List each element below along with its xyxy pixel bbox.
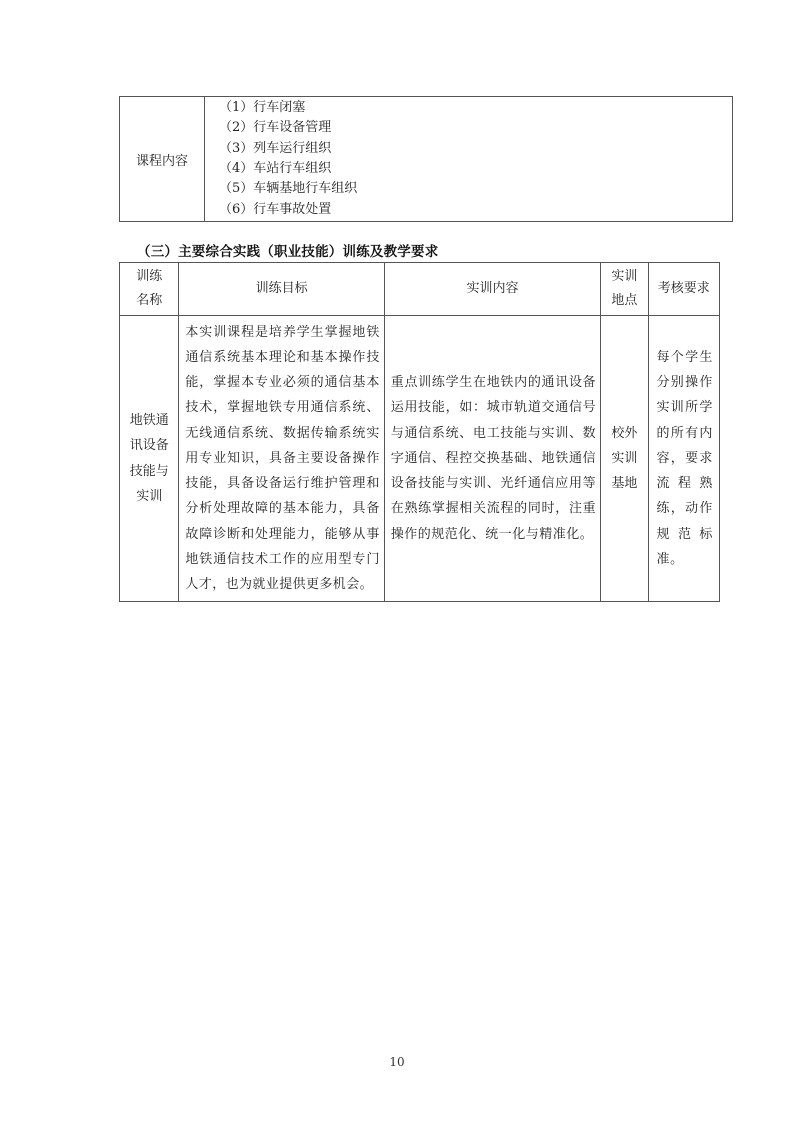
header-training-location: 实训 地点 — [601, 263, 648, 316]
training-goal-cell: 本实训课程是培养学生掌握地铁通信系统基本理论和基本操作技能，掌握本专业必须的通信基本技术，掌握地铁专用通信系统、无线通信系统、数据传输系统实用专业知识，具备主要设备操作技能，具备设备运行维护管理和分析处理故障的基本能力，具备故障诊断和处理能力，能够从事地铁通信技术工作的应用型专门人才，也为就业提供更多机会。 — [179, 316, 384, 602]
training-table — [119, 262, 720, 602]
table-header-row — [120, 263, 720, 316]
table-row — [120, 316, 720, 602]
page-number: 10 — [389, 1055, 405, 1069]
course-item: （3）列车运行组织 — [219, 140, 332, 156]
course-item: （1）行车闭塞 — [219, 100, 306, 116]
section-title: （三）主要综合实践（职业技能）训练及教学要求 — [137, 244, 439, 260]
header-assessment: 考核要求 — [648, 263, 720, 316]
assessment-cell: 每个学生分别操作实训所学的所有内容，要求流程熟练，动作规范标准。 — [648, 316, 720, 602]
course-item: （5）车辆基地行车组织 — [219, 181, 358, 197]
course-content-table — [119, 96, 733, 222]
header-training-goal: 训练目标 — [179, 263, 384, 316]
header-training-content: 实训内容 — [384, 263, 600, 316]
training-name-cell: 地铁通 讯设备 技能与 实训 — [120, 316, 179, 602]
course-item: （2）行车设备管理 — [219, 120, 332, 136]
header-training-name: 训练 名称 — [120, 263, 179, 316]
course-item: （6）行车事故处置 — [219, 201, 332, 217]
course-content-label: 课程内容 — [120, 97, 205, 222]
training-content-cell: 重点训练学生在地铁内的通讯设备运用技能，如：城市轨道交通信号与通信系统、电工技能与实训、数字通信、程控交换基础、地铁通信设备技能与实训、光纤通信应用等在熟练掌握相关流程的同时，注重操作的规范化、统一化与精准化。 — [384, 316, 600, 602]
course-content-list — [205, 97, 733, 222]
course-item: （4）车站行车组织 — [219, 161, 332, 176]
training-location-cell: 校外 实训 基地 — [601, 316, 648, 602]
